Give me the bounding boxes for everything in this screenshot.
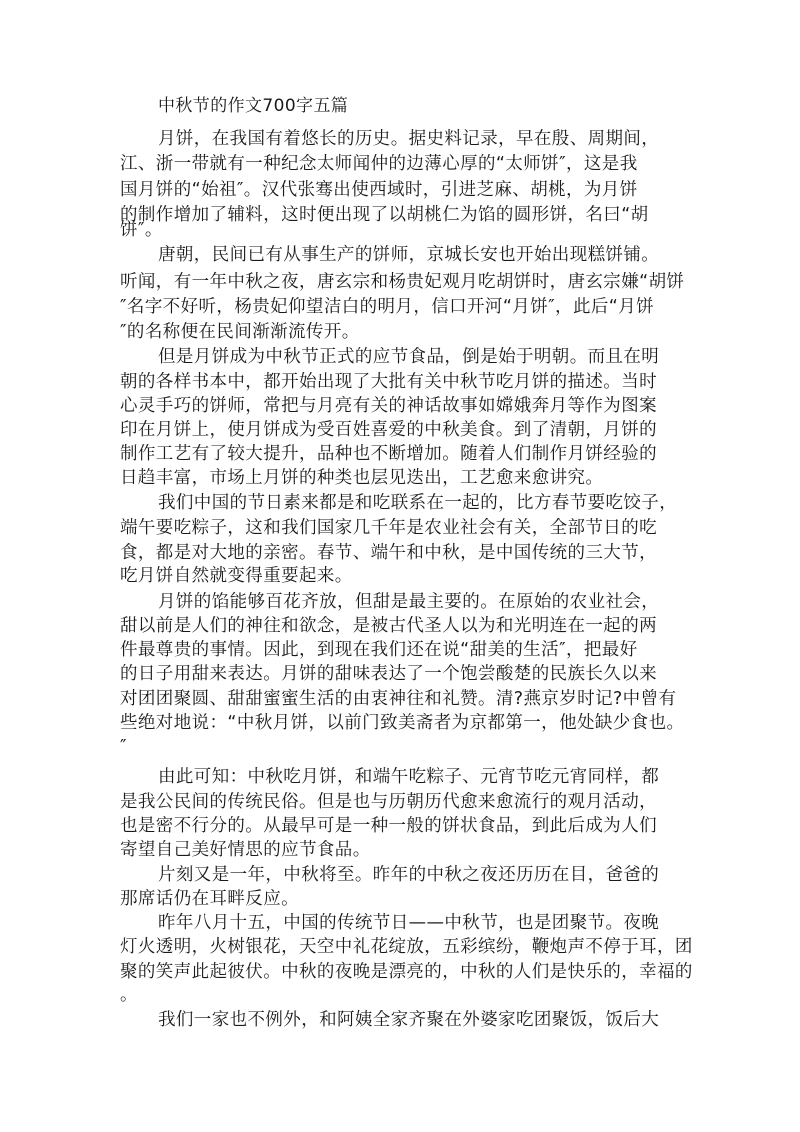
text-line: 是我公民间的传统民俗。但是也与历朝历代愈来愈流行的观月活动， bbox=[120, 792, 657, 812]
text-line: 那席话仍在耳畔反应。 bbox=[120, 889, 299, 909]
text-line: 灯火透明，火树银花，天空中礼花绽放，五彩缤纷，鞭炮声不停于耳，团 bbox=[120, 937, 693, 957]
text-line: 饼″。 bbox=[120, 220, 163, 240]
text-line: 心灵手巧的饼师，常把与月亮有关的神话故事如嫦娥奔月等作为图案 bbox=[120, 396, 657, 416]
text-line: ″的名称便在民间渐渐流传开。 bbox=[120, 322, 360, 342]
text-line: 昨年八月十五，中国的传统节日——中秋节，也是团聚节。夜晚 bbox=[158, 913, 660, 933]
text-line: 些绝对地说：“中秋月饼，以前门致美斋者为京都第一，他处缺少食也。 bbox=[120, 713, 685, 733]
text-line: 食，都是对大地的亲密。春节、端午和中秋，是中国传统的三大节， bbox=[120, 543, 657, 563]
text-line: ″ bbox=[120, 737, 127, 757]
text-line: 的制作增加了辅料，这时便出现了以胡桃仁为馅的圆形饼，名曰“胡 bbox=[120, 205, 649, 225]
text-line: 对团团聚圆、甜甜蜜蜜生活的由衷神往和礼赞。清?燕京岁时记?中曾有 bbox=[120, 689, 677, 709]
text-line: 我们一家也不例外，和阿姨全家齐聚在外婆家吃团聚饭，饭后大 bbox=[158, 1010, 660, 1030]
text-line: 吃月饼自然就变得重要起来。 bbox=[120, 566, 353, 586]
text-line: 但是月饼成为中秋节正式的应节食品，倒是始于明朝。而且在明 bbox=[158, 347, 660, 367]
text-line: 我们中国的节日素来都是和吃联系在一起的，比方春节要吃饺子， bbox=[158, 493, 678, 513]
text-line: 聚的笑声此起彼伏。中秋的夜晚是漂亮的，中秋的人们是快乐的，幸福的 bbox=[120, 962, 693, 982]
text-line: 月饼，在我国有着悠长的历史。据史料记录，早在殷、周期间， bbox=[158, 129, 660, 149]
text-line: 月饼的馅能够百花齐放，但甜是最主要的。在原始的农业社会， bbox=[158, 592, 660, 612]
text-line: 寄望自己美好情思的应节食品。 bbox=[120, 840, 371, 860]
text-line: 端午要吃粽子，这和我们国家几千年是农业社会有关，全部节日的吃 bbox=[120, 518, 657, 538]
text-line: 日趋丰富，市场上月饼的种类也层见迭出，工艺愈来愈讲究。 bbox=[120, 468, 604, 488]
text-line: 制作工艺有了较大提升，品种也不断增加。随着人们制作月饼经验的 bbox=[120, 444, 657, 464]
text-line: 的日子用甜来表达。月饼的甜味表达了一个饱尝酸楚的民族长久以来 bbox=[120, 664, 657, 684]
text-line: 朝的各样书本中，都开始出现了大批有关中秋节吃月饼的描述。当时 bbox=[120, 372, 657, 392]
text-line: 由此可知：中秋吃月饼，和端午吃粽子、元宵节吃元宵同样，都 bbox=[158, 767, 660, 787]
text-line: 国月饼的“始祖″。汉代张骞出使西域时，引进芝麻、胡桃，为月饼 bbox=[120, 180, 638, 200]
text-line: 印在月饼上，使月饼成为受百姓喜爱的中秋美食。到了清朝，月饼的 bbox=[120, 420, 657, 440]
text-line: 江、浙一带就有一种纪念太师闻仲的边薄心厚的“太师饼″，这是我 bbox=[120, 154, 638, 174]
text-line: ″名字不好听，杨贵妃仰望洁白的明月，信口开河“月饼″，此后“月饼 bbox=[120, 297, 655, 317]
text-line: 甜以前是人们的神往和欲念，是被古代圣人以为和光明连在一起的两 bbox=[120, 616, 657, 636]
document-title: 中秋节的作文700字五篇 bbox=[158, 96, 349, 116]
text-line: 片刻又是一年，中秋将至。昨年的中秋之夜还历历在目，爸爸的 bbox=[158, 865, 660, 885]
text-line: 唐朝，民间已有从事生产的饼师，京城长安也开始出现糕饼铺。 bbox=[158, 245, 660, 265]
text-line: 也是密不行分的。从最早可是一种一般的饼状食品，到此后成为人们 bbox=[120, 816, 657, 836]
text-line: 件最尊贵的事情。因此，到现在我们还在说“甜美的生活″，把最好 bbox=[120, 640, 638, 660]
text-line: 。 bbox=[120, 985, 138, 1005]
text-line: 听闻，有一年中秋之夜，唐玄宗和杨贵妃观月吃胡饼时，唐玄宗嫌“胡饼 bbox=[120, 272, 685, 292]
